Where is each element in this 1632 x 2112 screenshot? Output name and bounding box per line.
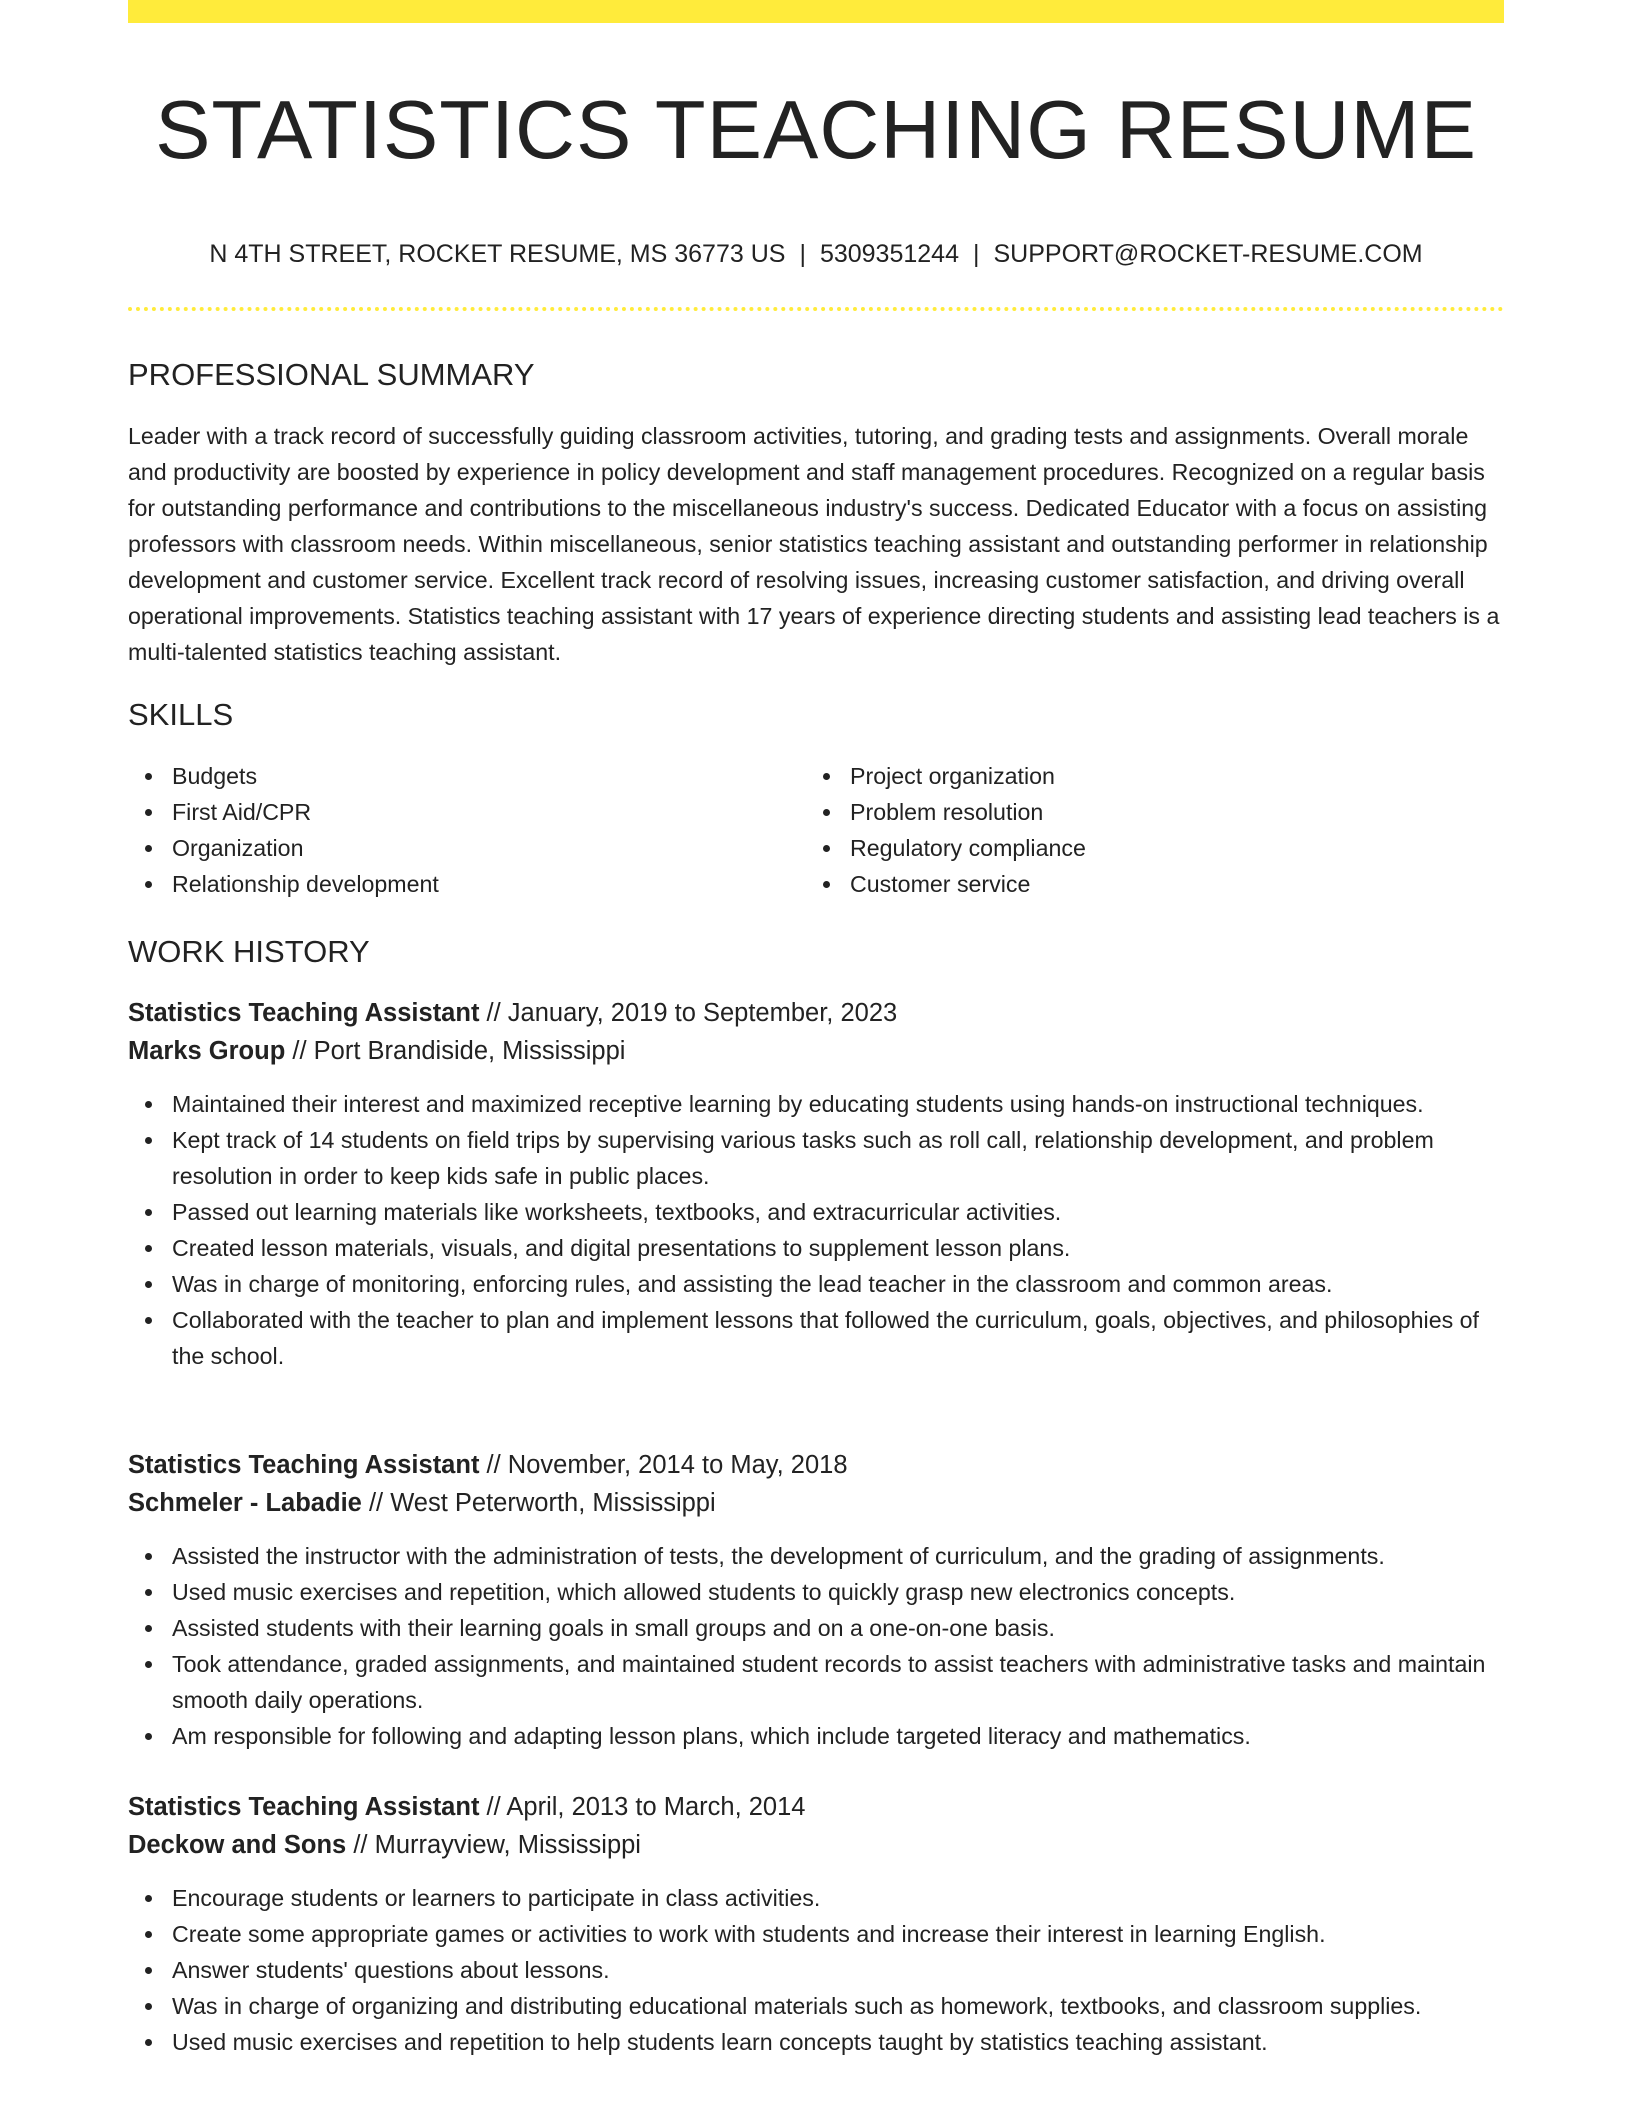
job-bullet: Was in charge of monitoring, enforcing rules, and assisting the lead teacher in the classroom and common areas.	[128, 1266, 1504, 1302]
skill-item: Organization	[128, 830, 808, 866]
job-bullet: Was in charge of organizing and distributing educational materials such as homework, textbooks, and classroom supplies.	[128, 1988, 1504, 2024]
date-separator: //	[486, 999, 501, 1027]
date-separator: //	[353, 1831, 368, 1859]
job-entry	[128, 1446, 1504, 1754]
date-separator: //	[292, 1037, 307, 1065]
job-title: Statistics Teaching Assistant	[128, 999, 480, 1027]
job-dates: January, 2019 to September, 2023	[507, 999, 898, 1027]
company-name: Schmeler - Labadie	[128, 1489, 362, 1517]
skill-item: Problem resolution	[806, 794, 1486, 830]
job-bullet: Assisted students with their learning goals in small groups and on a one-on-one basis.	[128, 1610, 1504, 1646]
job-title: Statistics Teaching Assistant	[128, 1793, 480, 1821]
skill-item: Regulatory compliance	[806, 830, 1486, 866]
job-company-line	[128, 1484, 1504, 1522]
summary-heading: PROFESSIONAL SUMMARY	[128, 357, 535, 392]
skills-heading: SKILLS	[128, 697, 234, 732]
date-separator: //	[486, 1793, 501, 1821]
job-bullet: Took attendance, graded assignments, and maintained student records to assist teachers with administrative tasks and maintain smooth daily operations.	[128, 1646, 1504, 1718]
job-bullet: Create some appropriate games or activities to work with students and increase their interest in learning English.	[128, 1916, 1504, 1952]
job-title-line	[128, 994, 1504, 1032]
summary-text: Leader with a track record of successfully guiding classroom activities, tutoring, and grading tests and assignments. Overall morale and productivity are boosted by experience in policy development and staff management procedures. Recognized on a regular basis for outstanding performance and contributions to the miscellaneous industry's success. Dedicated Educator with a focus on assisting professors with classroom needs. Within miscellaneous, senior statistics teaching assistant and outstanding performer in relationship development and customer service. Excellent track record of resolving issues, increasing customer satisfaction, and driving overall operational improvements. Statistics teaching assistant with 17 years of experience directing students and assisting lead teachers is a multi-talented statistics teaching assistant.	[128, 423, 1500, 665]
header-divider	[128, 307, 1504, 311]
skill-item: First Aid/CPR	[128, 794, 808, 830]
job-title-line	[128, 1446, 1504, 1484]
company-name: Marks Group	[128, 1037, 286, 1065]
company-name: Deckow and Sons	[128, 1831, 347, 1859]
skills-list-left	[128, 758, 808, 902]
job-bullets	[128, 1538, 1504, 1754]
job-bullet: Maintained their interest and maximized receptive learning by educating students using hands-on instructional techniques.	[128, 1086, 1504, 1122]
email[interactable]: SUPPORT@ROCKET-RESUME.COM	[993, 240, 1423, 268]
job-bullet: Collaborated with the teacher to plan and implement lessons that followed the curriculum, goals, objectives, and philosophies of the school.	[128, 1302, 1504, 1374]
skills-list-right	[806, 758, 1486, 902]
skill-item: Project organization	[806, 758, 1486, 794]
date-separator: //	[368, 1489, 384, 1517]
top-accent-bar	[128, 0, 1504, 23]
skill-item: Customer service	[806, 866, 1486, 902]
job-title: Statistics Teaching Assistant	[128, 1451, 480, 1479]
job-dates: April, 2013 to March, 2014	[506, 1793, 806, 1821]
job-bullet: Am responsible for following and adapting lesson plans, which include targeted literacy and mathematics.	[128, 1718, 1504, 1754]
job-bullet: Used music exercises and repetition to help students learn concepts taught by statistics teaching assistant.	[128, 2024, 1504, 2060]
job-bullets	[128, 1880, 1504, 2060]
job-company-line	[128, 1032, 1504, 1070]
job-entry	[128, 994, 1504, 1374]
skill-item: Budgets	[128, 758, 808, 794]
skill-item: Relationship development	[128, 866, 808, 902]
job-bullet: Encourage students or learners to participate in class activities.	[128, 1880, 1504, 1916]
job-company-line	[128, 1826, 1504, 1864]
phone: 5309351244	[819, 240, 959, 268]
job-location: Port Brandiside, Mississippi	[313, 1037, 626, 1065]
contact-separator: |	[972, 240, 980, 268]
job-bullet: Created lesson materials, visuals, and digital presentations to supplement lesson plans.	[128, 1230, 1504, 1266]
job-bullet: Passed out learning materials like worksheets, textbooks, and extracurricular activities.	[128, 1194, 1504, 1230]
job-location: West Peterworth, Mississippi	[390, 1489, 716, 1517]
address: N 4TH STREET, ROCKET RESUME, MS 36773 US	[209, 240, 786, 268]
job-entry	[128, 1788, 1504, 2060]
resume-title: STATISTICS TEACHING RESUME	[155, 83, 1477, 176]
contact-line	[128, 236, 1504, 272]
work-history-heading: WORK HISTORY	[128, 934, 370, 969]
job-bullet: Kept track of 14 students on field trips by supervising various tasks such as roll call, relationship development, and problem resolution in order to keep kids safe in public places.	[128, 1122, 1504, 1194]
job-bullets	[128, 1086, 1504, 1374]
job-dates: November, 2014 to May, 2018	[507, 1451, 848, 1479]
contact-separator: |	[799, 240, 806, 268]
job-bullet: Used music exercises and repetition, which allowed students to quickly grasp new electronics concepts.	[128, 1574, 1504, 1610]
job-location: Murrayview, Mississippi	[374, 1831, 641, 1859]
job-bullet: Assisted the instructor with the administration of tests, the development of curriculum, and the grading of assignments.	[128, 1538, 1504, 1574]
date-separator: //	[486, 1451, 501, 1479]
job-title-line	[128, 1788, 1504, 1826]
job-bullet: Answer students' questions about lessons.	[128, 1952, 1504, 1988]
